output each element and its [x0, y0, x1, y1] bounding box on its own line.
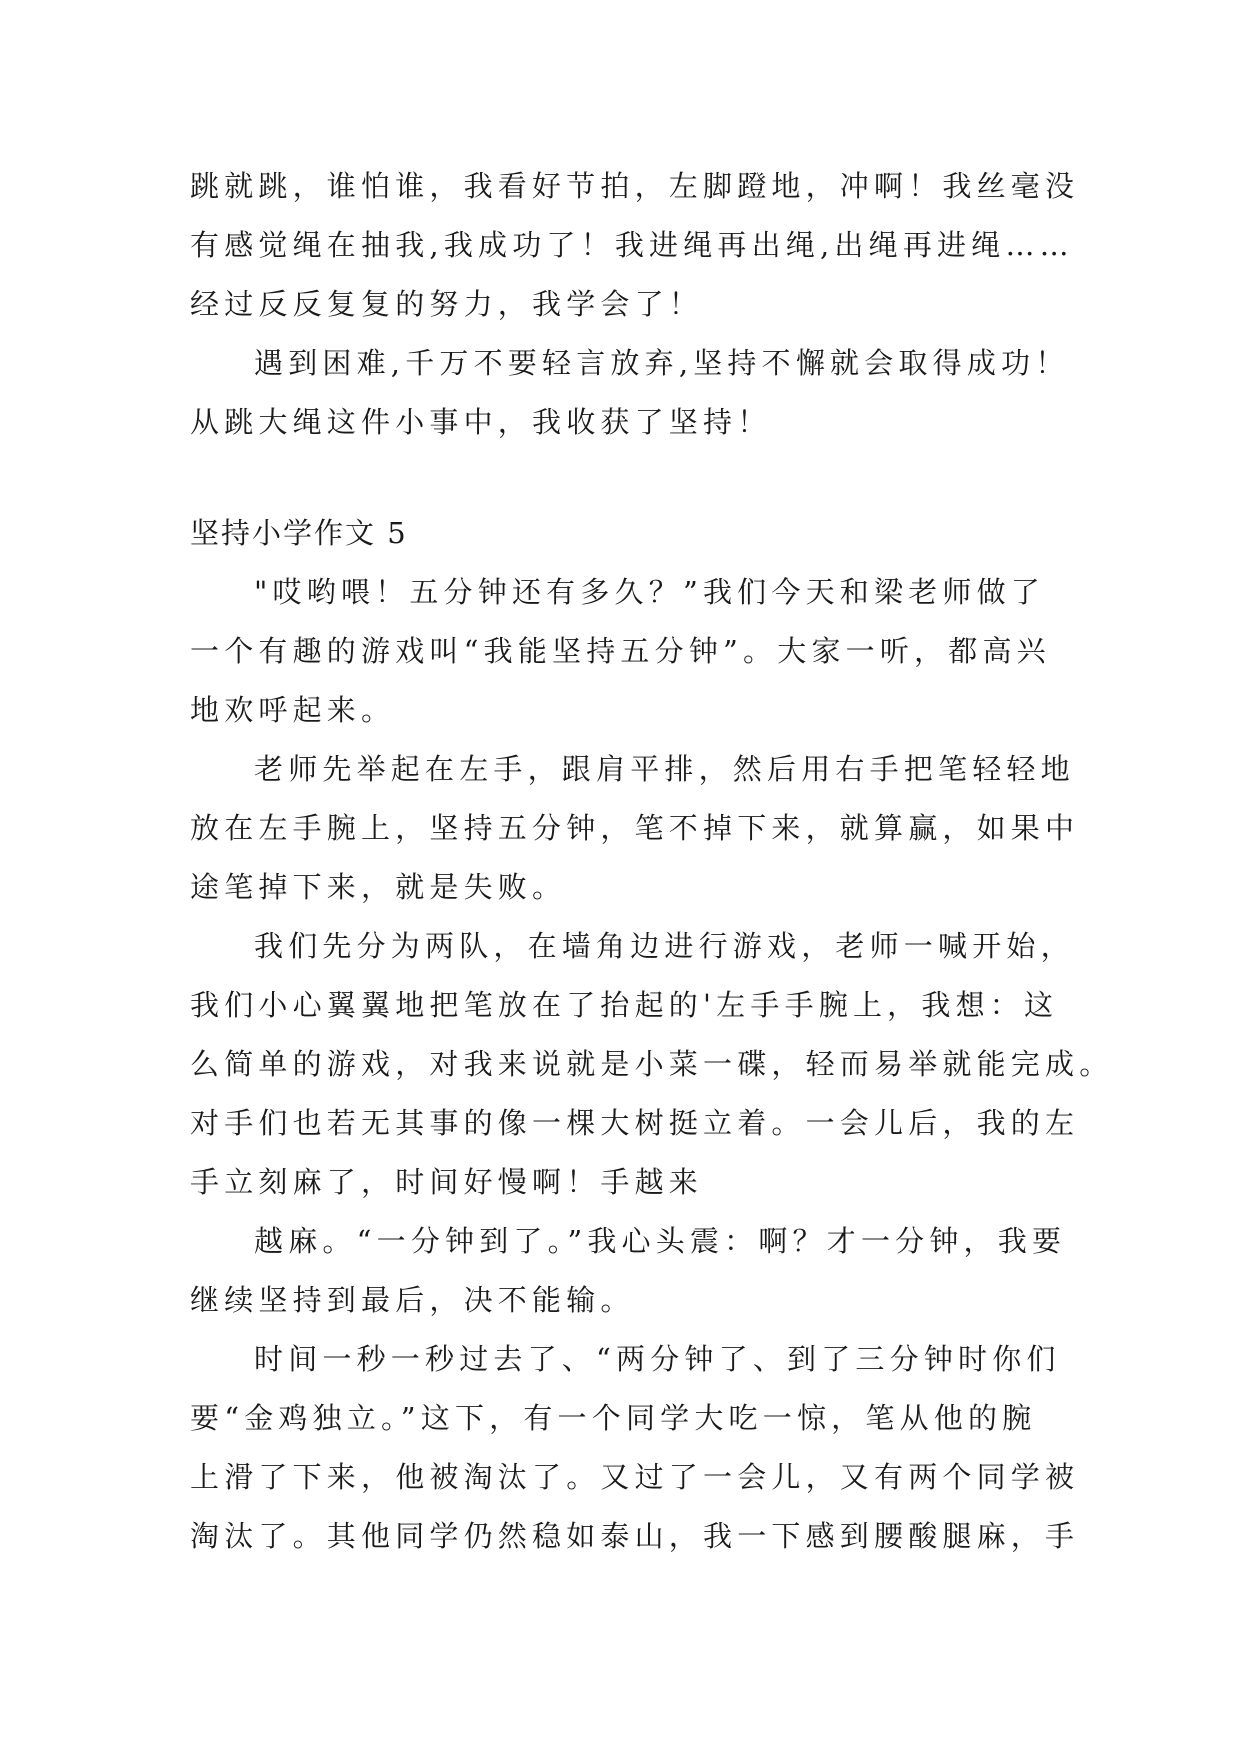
- text-line: 越麻。“一分钟到了。”我心头震：啊？才一分钟，我要: [254, 1224, 1067, 1258]
- text-line: 地欢呼起来。: [190, 693, 396, 727]
- text-line: 淘汰了。其他同学仍然稳如泰山，我一下感到腰酸腿麻，手: [190, 1519, 1080, 1553]
- text-line: 跳就跳，谁怕谁，我看好节拍，左脚蹬地，冲啊！我丝毫没: [190, 169, 1080, 203]
- text-line: 继续坚持到最后，决不能输。: [190, 1283, 635, 1317]
- text-line: 放在左手腕上，坚持五分钟，笔不掉下来，就算赢，如果中: [190, 811, 1080, 845]
- paragraph-4: [190, 1212, 1067, 1330]
- text-line: 上滑了下来，他被淘汰了。又过了一会儿，又有两个同学被: [190, 1460, 1080, 1494]
- text-line: 有感觉绳在抽我,我成功了！我进绳再出绳,出绳再进绳……: [190, 228, 1074, 262]
- essay-title: 坚持小学作文 5: [190, 516, 408, 550]
- text-line: 我们小心翼翼地把笔放在了抬起的'左手手腕上，我想：这: [190, 988, 1059, 1022]
- text-line: 遇到困难,千万不要轻言放弃,坚持不懈就会取得成功！: [254, 346, 1070, 380]
- paragraph-1: [190, 563, 1060, 740]
- section-gap: [190, 452, 1060, 504]
- text-line: 途笔掉下来，就是失败。: [190, 870, 567, 904]
- text-line: 要“金鸡独立。”这下，有一个同学大吃一惊，笔从他的腕: [190, 1401, 1037, 1435]
- document-body: [190, 157, 1114, 1566]
- text-line: "哎哟喂！五分钟还有多久？”我们今天和梁老师做了: [254, 575, 1045, 609]
- text-line: 老师先举起在左手，跟肩平排，然后用右手把笔轻轻地: [254, 752, 1075, 786]
- paragraph-section1: [190, 157, 1080, 334]
- text-line: 对手们也若无其事的像一棵大树挺立着。一会儿后，我的左: [190, 1106, 1080, 1140]
- text-line: 么简单的游戏，对我来说就是小菜一碟，轻而易举就能完成。: [190, 1047, 1114, 1081]
- text-line: 手立刻麻了，时间好慢啊！手越来: [190, 1165, 704, 1199]
- paragraph-2: [190, 740, 1080, 917]
- text-line: 时间一秒一秒过去了、“两分钟了、到了三分钟时你们: [254, 1342, 1061, 1376]
- text-line: 从跳大绳这件小事中，我收获了坚持！: [190, 405, 772, 439]
- paragraph-5: [190, 1330, 1080, 1566]
- text-line: 一个有趣的游戏叫“我能坚持五分钟”。大家一听，都高兴: [190, 634, 1051, 668]
- text-line: 我们先分为两队，在墙角边进行游戏，老师一喊开始，: [254, 929, 1075, 963]
- paragraph-3: [190, 917, 1114, 1212]
- paragraph-section1-conclusion: [190, 334, 1070, 452]
- text-line: 经过反反复复的努力，我学会了！: [190, 287, 704, 321]
